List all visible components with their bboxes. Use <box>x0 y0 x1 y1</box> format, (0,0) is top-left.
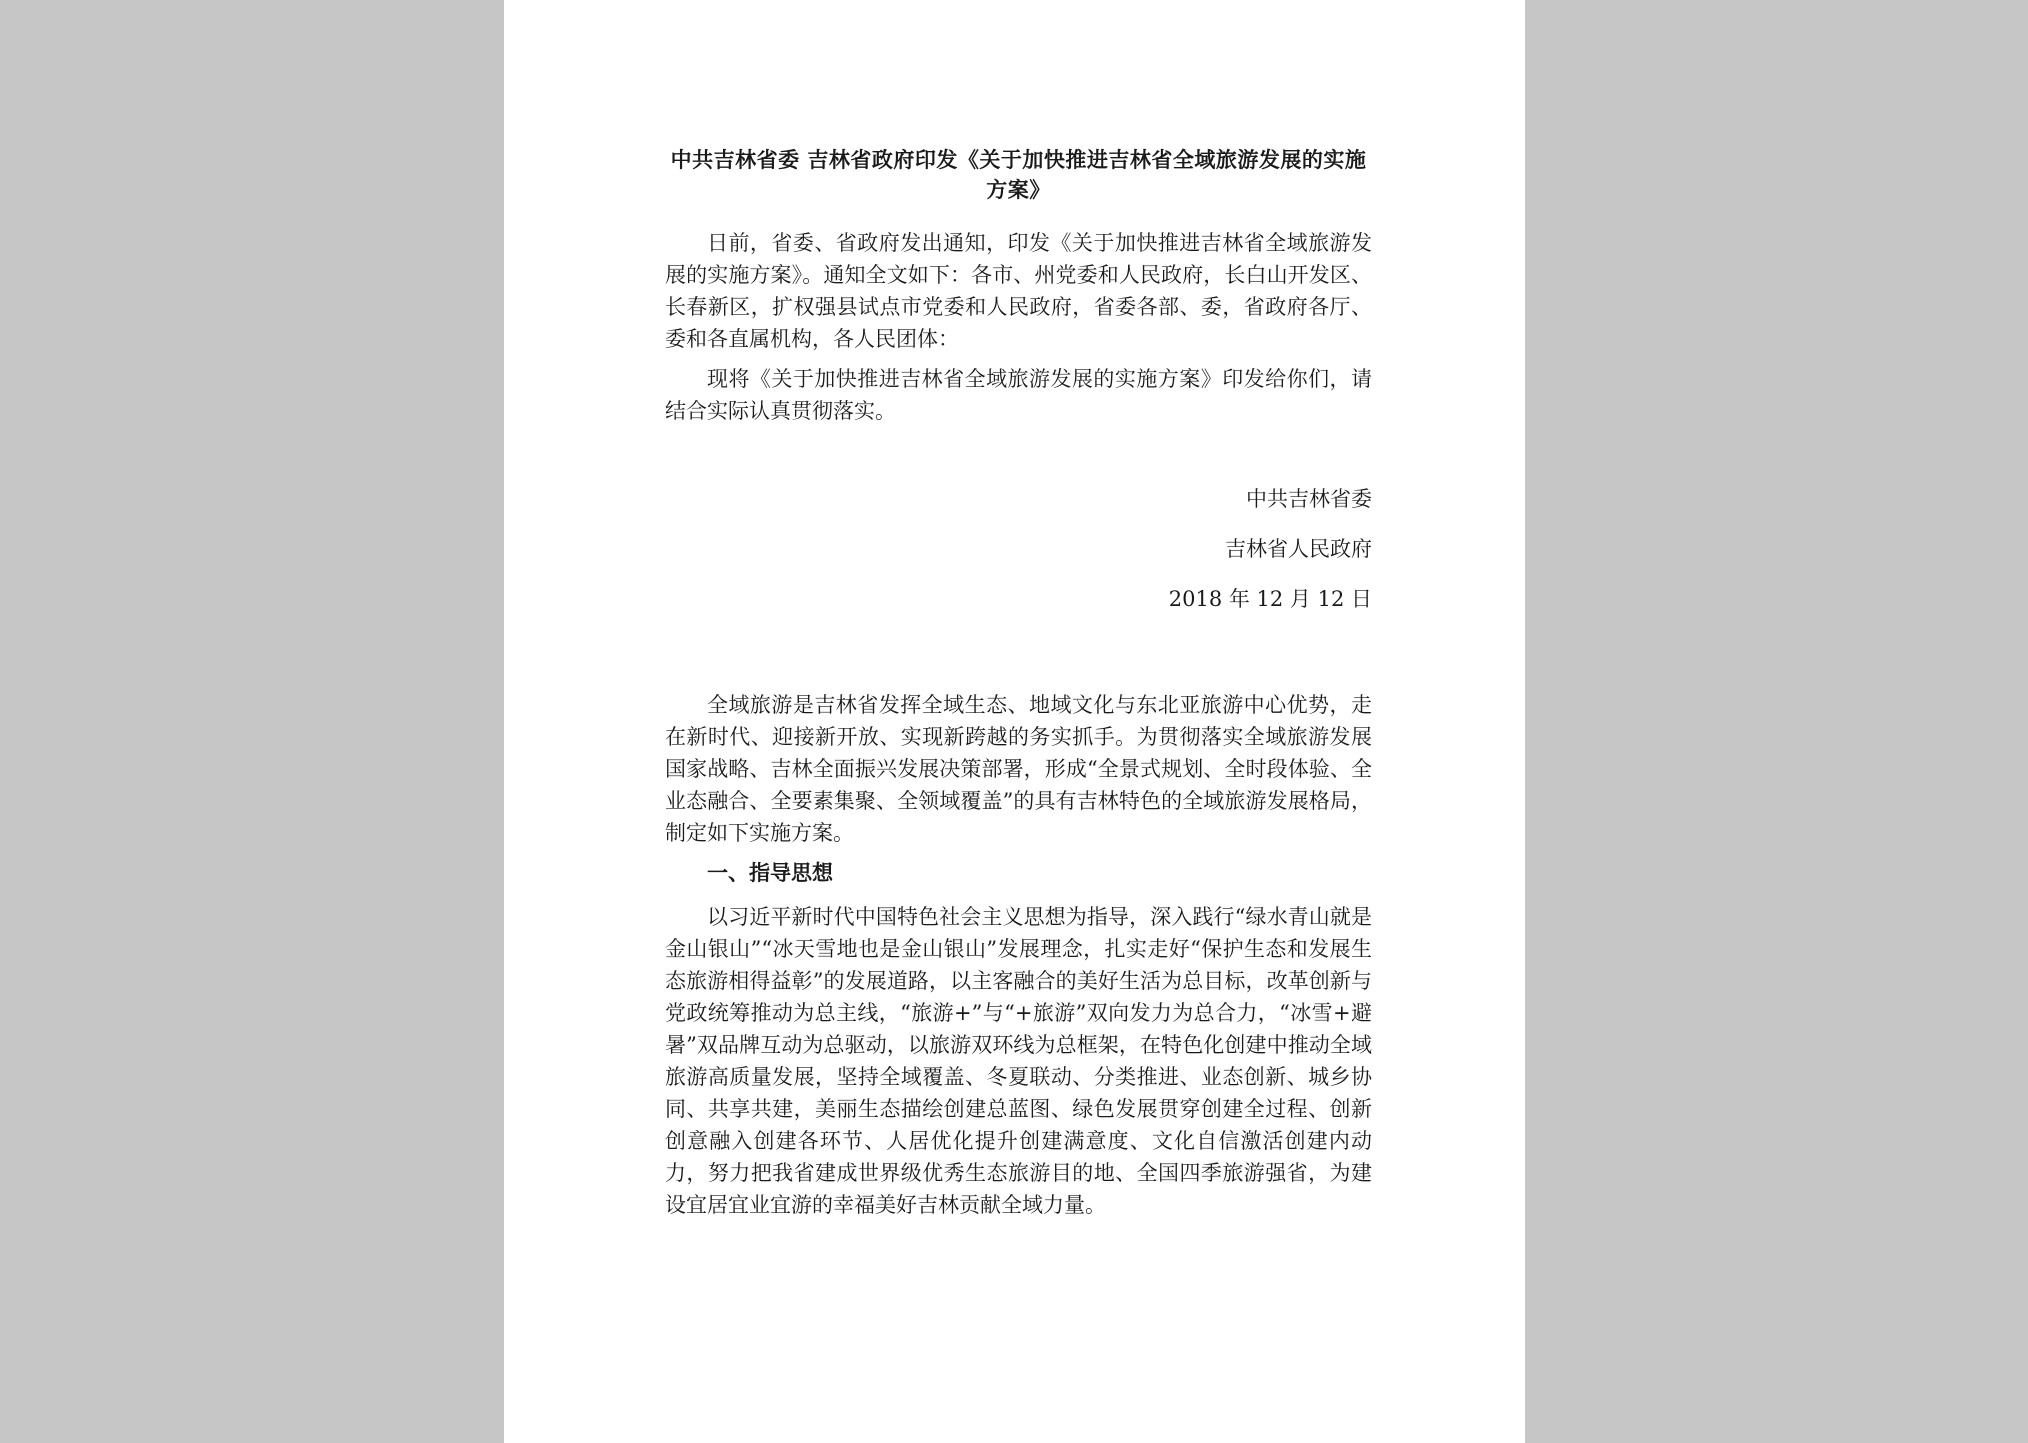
notice-paragraph: 日前，省委、省政府发出通知，印发《关于加快推进吉林省全域旅游发展的实施方案》。通知全文如下：各市、州党委和人民政府，长白山开发区、长春新区，扩权强县试点市党委和人民政府，省委各部、委，省政府各厅、委和各直属机构，各人民团体： <box>665 231 1372 351</box>
section-heading-guiding-ideology: 一、指导思想 <box>707 861 833 885</box>
signature-party-committee: 中共吉林省委 <box>1246 487 1372 511</box>
document-page <box>504 0 1525 1443</box>
guiding-ideology-paragraph: 以习近平新时代中国特色社会主义思想为指导，深入践行“绿水青山就是金山银山”“冰天雪地也是金山银山”发展理念，扎实走好“保护生态和发展生态旅游相得益彰”的发展道路，以主客融合的美好生活为总目标，改革创新与党政统筹推动为总主线，“旅游+”与“+旅游”双向发力为总合力，“冰雪+避暑”双品牌互动为总驱动，以旅游双环线为总框架，在特色化创建中推动全域旅游高质量发展，坚持全域覆盖、冬夏联动、分类推进、业态创新、城乡协同、共享共建，美丽生态描绘创建总蓝图、绿色发展贯穿创建全过程、创新创意融入创建各环节、人居优化提升创建满意度、文化自信激活创建内动力，努力把我省建成世界级优秀生态旅游目的地、全国四季旅游强省，为建设宜居宜业宜游的幸福美好吉林贡献全域力量。 <box>665 905 1372 1217</box>
document-title: 中共吉林省委 吉林省政府印发《关于加快推进吉林省全域旅游发展的实施方案》 <box>670 148 1367 202</box>
signature-government: 吉林省人民政府 <box>1225 537 1372 561</box>
issue-paragraph: 现将《关于加快推进吉林省全域旅游发展的实施方案》印发给你们，请结合实际认真贯彻落实。 <box>665 367 1372 423</box>
signature-date: 2018 年 12 月 12 日 <box>1168 587 1372 611</box>
intro-paragraph: 全域旅游是吉林省发挥全域生态、地域文化与东北亚旅游中心优势，走在新时代、迎接新开放、实现新跨越的务实抓手。为贯彻落实全域旅游发展国家战略、吉林全面振兴发展决策部署，形成“全景式规划、全时段体验、全业态融合、全要素集聚、全领域覆盖”的具有吉林特色的全域旅游发展格局，制定如下实施方案。 <box>665 693 1372 845</box>
document-content <box>665 145 1372 1229</box>
